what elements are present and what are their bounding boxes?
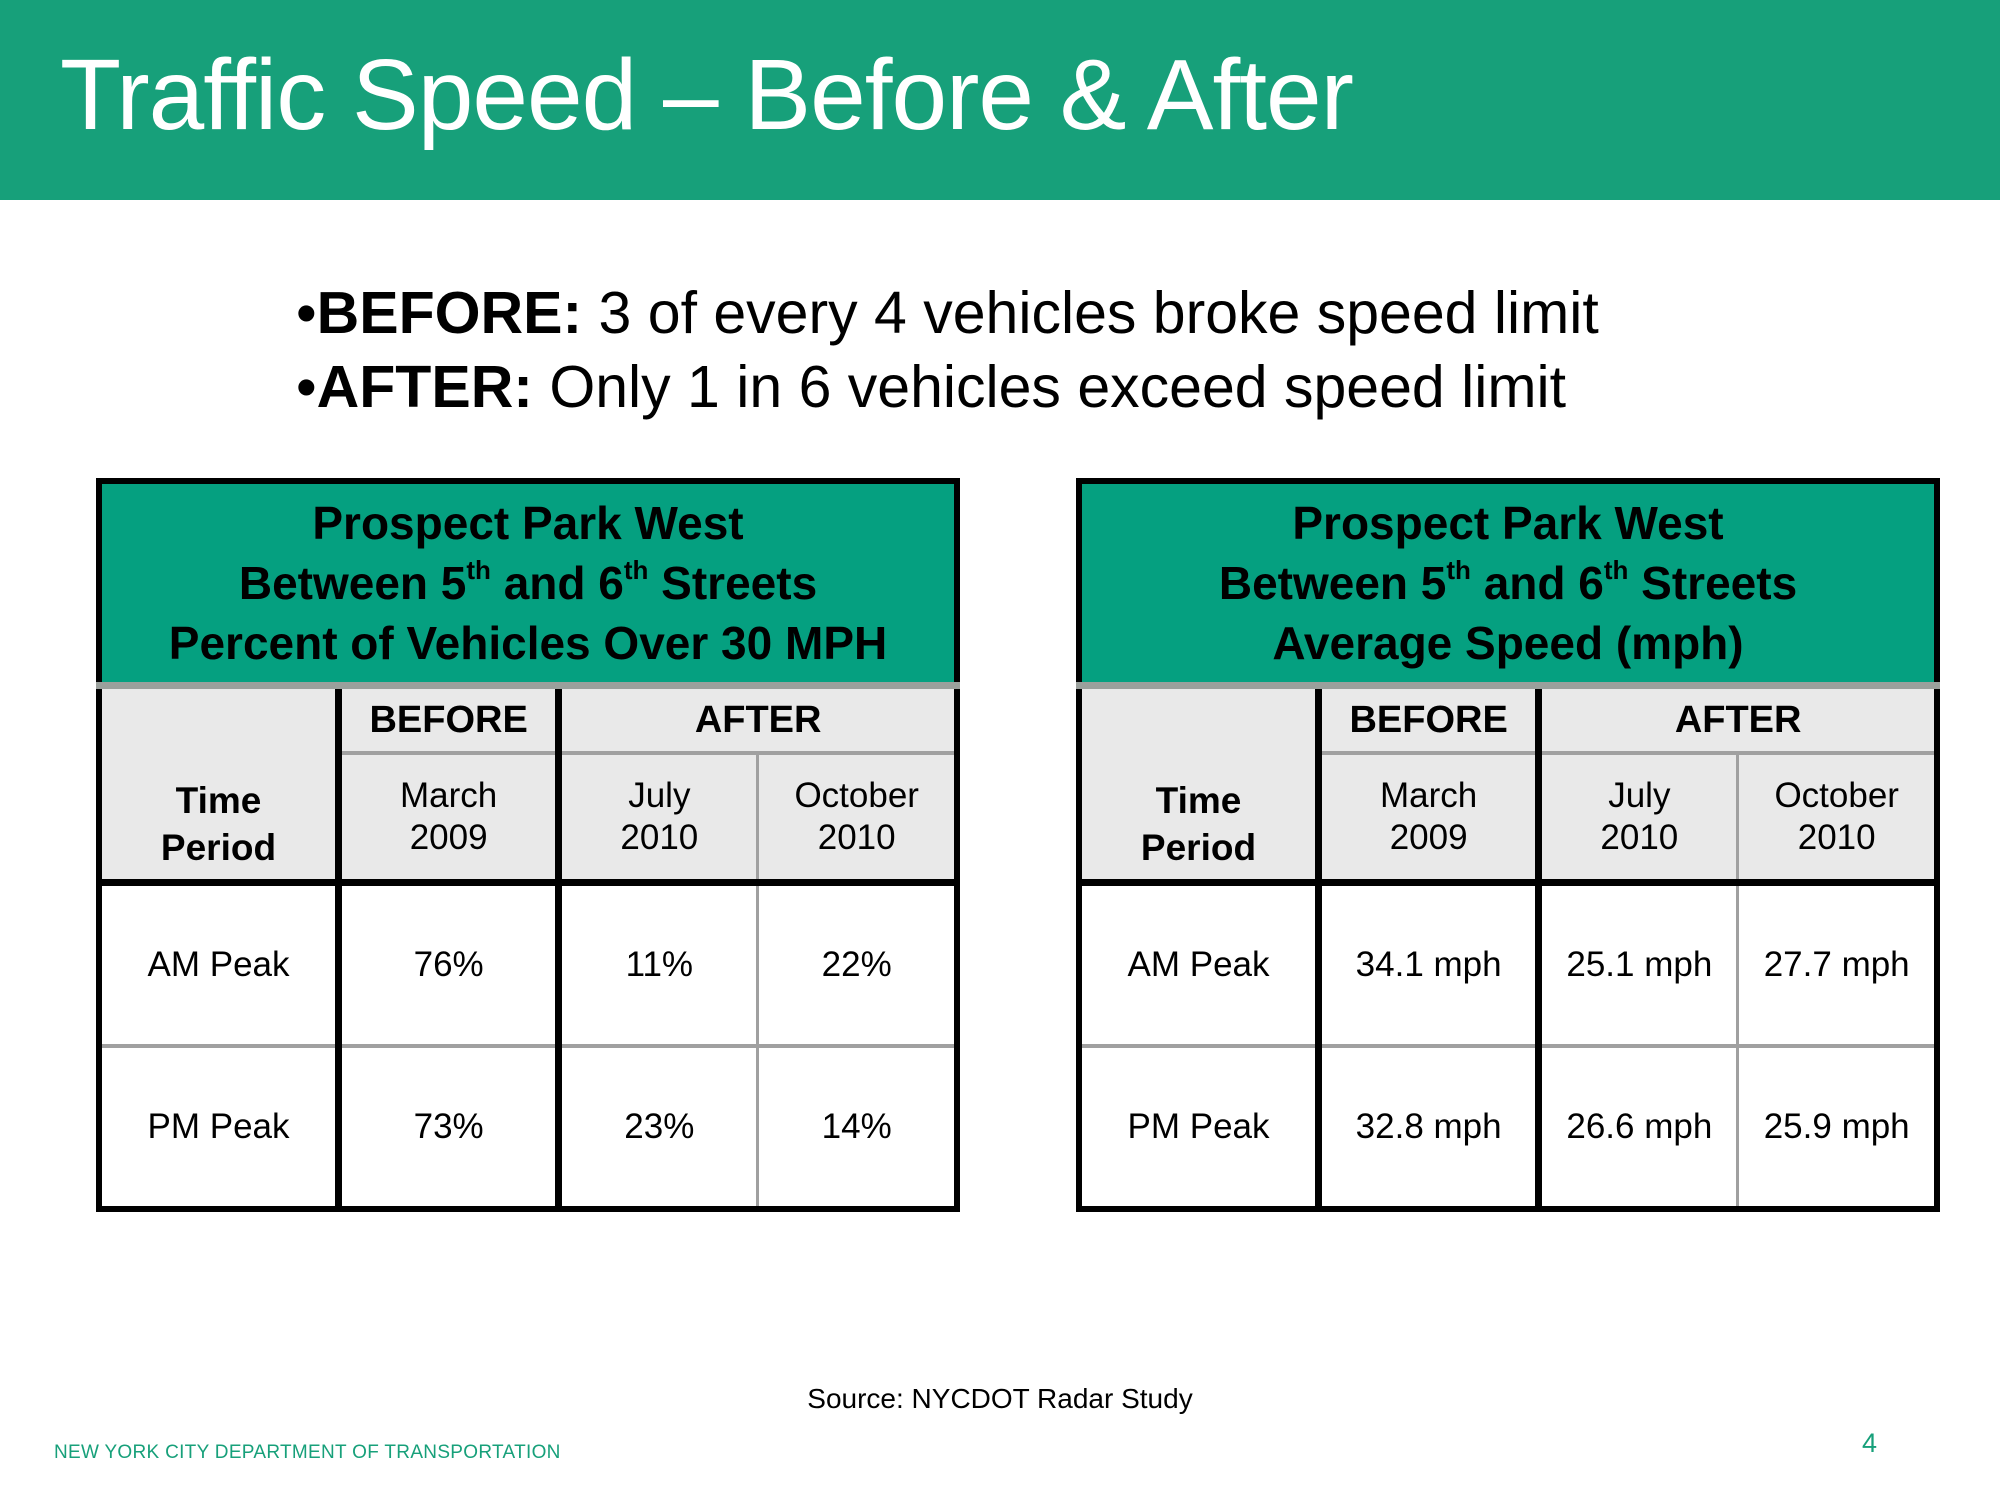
column-month: July bbox=[1608, 776, 1671, 815]
table-row bbox=[99, 1046, 957, 1209]
column-month: October bbox=[1774, 776, 1899, 815]
table-header-line1: Prospect Park West bbox=[1292, 497, 1724, 549]
group-after: AFTER bbox=[1539, 686, 1937, 754]
column-header bbox=[559, 753, 758, 883]
table-cell: 34.1 mph bbox=[1319, 883, 1539, 1047]
bullet-text: 3 of every 4 vehicles broke speed limit bbox=[582, 280, 1599, 346]
group-before: BEFORE bbox=[1319, 686, 1539, 754]
table-cell: 73% bbox=[339, 1046, 559, 1209]
footer-org-name: NEW YORK CITY DEPARTMENT OF TRANSPORTATION bbox=[54, 1442, 561, 1463]
table-cell: 26.6 mph bbox=[1539, 1046, 1738, 1209]
header-text: Between 5 bbox=[238, 557, 467, 609]
table-cell: 14% bbox=[758, 1046, 957, 1209]
header-text: Between 5 bbox=[1218, 557, 1447, 609]
table-header-line3: Percent of Vehicles Over 30 MPH bbox=[168, 617, 888, 669]
table-cell: 25.9 mph bbox=[1738, 1046, 1937, 1209]
table-cell: 11% bbox=[559, 883, 758, 1047]
column-header bbox=[339, 753, 559, 883]
header-text: and 6 bbox=[1470, 557, 1604, 609]
page-number: 4 bbox=[1862, 1428, 1878, 1458]
column-year: 2009 bbox=[1389, 818, 1468, 857]
header-sup: th bbox=[1446, 555, 1471, 585]
slide-title: Traffic Speed – Before & After bbox=[60, 39, 1353, 151]
header-text: Streets bbox=[648, 557, 818, 609]
source-note: Source: NYCDOT Radar Study bbox=[807, 1383, 1193, 1414]
table-cell: 22% bbox=[758, 883, 957, 1047]
bullet-text: Only 1 in 6 vehicles exceed speed limit bbox=[532, 354, 1566, 420]
header-sup: th bbox=[1603, 555, 1629, 585]
column-header bbox=[1738, 753, 1937, 883]
table-row bbox=[99, 883, 957, 1047]
table-cell: 25.1 mph bbox=[1539, 883, 1738, 1047]
time-period-line2: Period bbox=[1140, 827, 1257, 868]
time-period-header bbox=[99, 686, 339, 883]
row-label: AM Peak bbox=[99, 883, 339, 1047]
table-cell: 76% bbox=[339, 883, 559, 1047]
table-header-line1: Prospect Park West bbox=[312, 497, 744, 549]
table-row bbox=[1079, 1046, 1937, 1209]
table-header-line3: Average Speed (mph) bbox=[1272, 617, 1744, 669]
table-header bbox=[1079, 481, 1937, 686]
bullet-after bbox=[296, 350, 1599, 424]
column-year: 2010 bbox=[1600, 818, 1679, 857]
row-label: PM Peak bbox=[1079, 1046, 1319, 1209]
time-period-header bbox=[1079, 686, 1319, 883]
time-period-line1: Time bbox=[1155, 780, 1242, 821]
header-sup: th bbox=[623, 555, 649, 585]
average-speed-table bbox=[1076, 478, 1940, 1212]
table-cell: 27.7 mph bbox=[1738, 883, 1937, 1047]
group-after: AFTER bbox=[559, 686, 957, 754]
column-month: July bbox=[628, 776, 691, 815]
table-header-line2 bbox=[1082, 553, 1934, 613]
column-month: March bbox=[1380, 776, 1478, 815]
column-header bbox=[758, 753, 957, 883]
table-cell: 32.8 mph bbox=[1319, 1046, 1539, 1209]
table-row bbox=[1079, 883, 1937, 1047]
row-label: PM Peak bbox=[99, 1046, 339, 1209]
table-header-line2 bbox=[102, 553, 954, 613]
column-year: 2009 bbox=[409, 818, 488, 857]
bullet-before bbox=[296, 276, 1599, 350]
column-month: October bbox=[794, 776, 919, 815]
bullet-label: AFTER: bbox=[316, 354, 533, 420]
column-year: 2010 bbox=[1797, 818, 1876, 857]
bullet-glyph: • bbox=[296, 354, 317, 420]
column-year: 2010 bbox=[817, 818, 896, 857]
bullet-list bbox=[296, 276, 1599, 424]
table-header bbox=[99, 481, 957, 686]
column-header bbox=[1539, 753, 1738, 883]
bullet-glyph: • bbox=[296, 280, 317, 346]
row-label: AM Peak bbox=[1079, 883, 1319, 1047]
column-year: 2010 bbox=[620, 818, 699, 857]
group-before: BEFORE bbox=[339, 686, 559, 754]
column-header bbox=[1319, 753, 1539, 883]
table-cell: 23% bbox=[559, 1046, 758, 1209]
percent-over-30-table bbox=[96, 478, 960, 1212]
header-text: Streets bbox=[1628, 557, 1798, 609]
time-period-line2: Period bbox=[160, 827, 277, 868]
time-period-line1: Time bbox=[175, 780, 262, 821]
header-text: and 6 bbox=[490, 557, 624, 609]
header-sup: th bbox=[466, 555, 491, 585]
bullet-label: BEFORE: bbox=[316, 280, 583, 346]
column-month: March bbox=[400, 776, 498, 815]
